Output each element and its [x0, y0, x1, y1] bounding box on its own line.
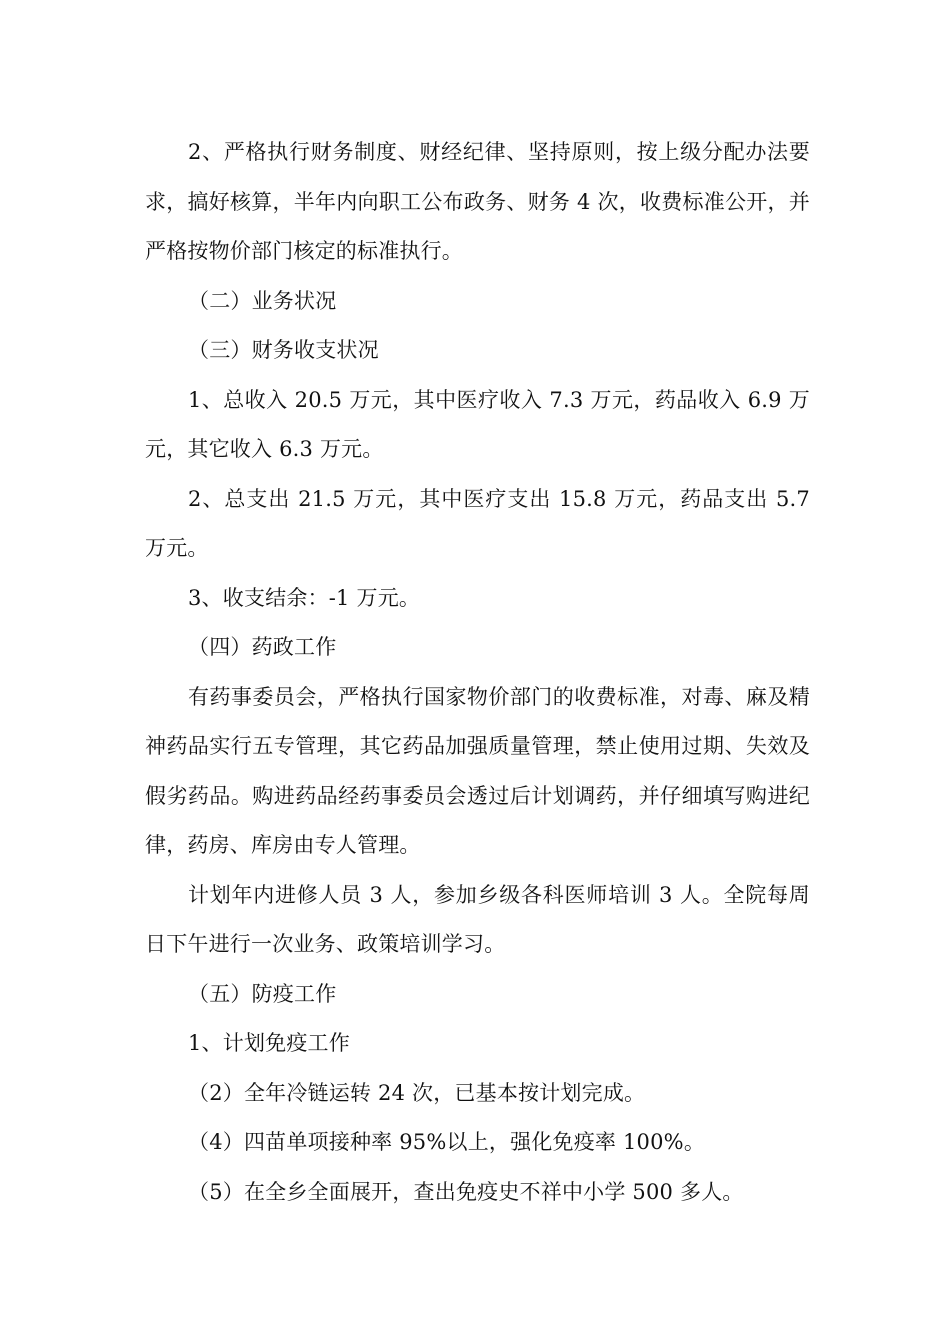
heading-epidemic-prevention: （五）防疫工作 [188, 981, 337, 1006]
paragraph-total-expense: 2、总支出 21.5 万元，其中医疗支出 15.8 万元，药品支出 5.7 万元。 [145, 486, 810, 560]
item-cold-chain: （2）全年冷链运转 24 次，已基本按计划完成。 [188, 1080, 646, 1105]
subheading-immunization-plan: 1、计划免疫工作 [188, 1031, 350, 1055]
paragraph-finance-rules: 2、严格执行财务制度、财经纪律、坚持原则，按上级分配办法要求，搞好核算，半年内向职工公布政务、财务 4 次，收费标准公开，并严格按物价部门核定的标准执行。 [145, 140, 810, 263]
document-body [145, 128, 810, 1217]
item-vaccination-rate: （4）四苗单项接种率 95%以上，强化免疫率 100%。 [188, 1130, 706, 1154]
heading-pharmacy-work: （四）药政工作 [188, 635, 337, 659]
paragraph-balance: 3、收支结余：-1 万元。 [188, 585, 421, 610]
item-immunization-history: （5）在全乡全面展开，查出免疫史不祥中小学 500 多人。 [188, 1179, 744, 1204]
paragraph-total-income: 1、总收入 20.5 万元，其中医疗收入 7.3 万元，药品收入 6.9 万元，其它收入 6.3 万元。 [145, 387, 810, 461]
paragraph-pharmacy-committee: 有药事委员会，严格执行国家物价部门的收费标准，对毒、麻及精神药品实行五专管理，其它药品加强质量管理，禁止使用过期、失效及假劣药品。购进药品经药事委员会透过后计划调药，并仔细填写购进纪律，药房、库房由专人管理。 [145, 684, 810, 857]
heading-finance-status: （三）财务收支状况 [188, 338, 379, 362]
paragraph-training-plan: 计划年内进修人员 3 人，参加乡级各科医师培训 3 人。全院每周日下午进行一次业务、政策培训学习。 [145, 882, 810, 956]
heading-business-status: （二）业务状况 [188, 288, 337, 313]
